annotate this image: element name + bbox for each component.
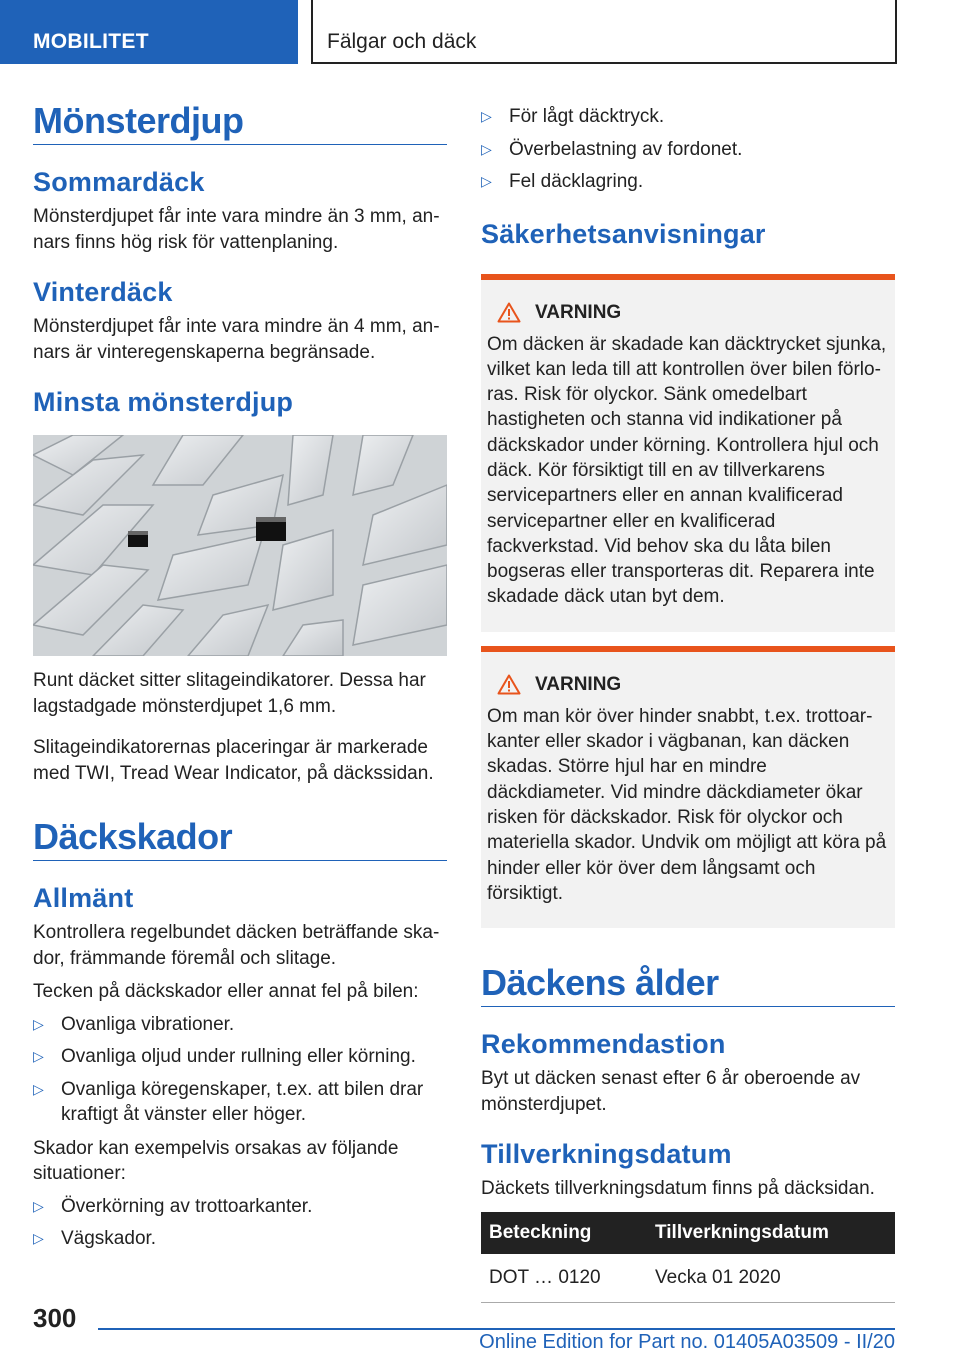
list-item: ▷ Överbelastning av fordonet. <box>481 137 895 163</box>
text-causes-intro: Skador kan exempelvis orsakas av följande situationer: <box>33 1137 399 1184</box>
text-sommardack: Mönsterdjupet får inte vara mindre än 3 mm, annars finns hög risk för vattenplaning. <box>33 206 440 253</box>
left-column <box>33 100 447 1252</box>
text-minsta-1: Runt däcket sitter slitageindikatorer. Dessa har lagstadgade mönsterdjupet 1,6 mm. <box>33 670 426 717</box>
warning-triangle-icon <box>497 302 521 323</box>
text-tillverkningsdatum: Däckets tillverkningsdatum finns på däcksidan. <box>481 1178 875 1200</box>
warning-title-1 <box>497 302 887 324</box>
footer-divider <box>98 1328 895 1330</box>
list-damage-signs <box>33 1012 447 1128</box>
list-item: ▷ Fel däcklagring. <box>481 169 895 195</box>
text-allmant-1: Kontrollera regelbundet däcken beträffande skador, främmande föremål och slitage. <box>33 922 440 969</box>
page-number: 300 <box>33 1303 77 1333</box>
table-header-row <box>481 1212 895 1254</box>
manufacture-date-table <box>481 1212 895 1303</box>
list-item: ▷ Ovanliga vibrationer. <box>33 1012 447 1038</box>
heading-vinterdack: Vinterdäck <box>33 277 173 307</box>
text-rekommendation: Byt ut däcken senast efter 6 år oberoende av mönsterdjupet. <box>481 1068 861 1115</box>
heading-allmant: Allmänt <box>33 883 134 913</box>
list-item: ▷ Vägskador. <box>33 1226 447 1252</box>
right-column <box>481 100 895 1303</box>
text-vinterdack: Mönsterdjupet får inte vara mindre än 4 mm, annars är vinteregenskaperna begränsade. <box>33 316 440 363</box>
tread-wear-indicator-illustration <box>33 435 447 656</box>
heading-rekommendation: Rekommendastion <box>481 1029 726 1060</box>
warning-triangle-icon <box>497 674 521 695</box>
header-section-label: MOBILITET <box>33 30 149 53</box>
table-cell: DOT … 0120 <box>481 1254 647 1303</box>
list-item: ▷ Ovanliga köregenskaper, t.ex. att bilen drar kraftigt åt vänster eller höger. <box>33 1077 447 1128</box>
list-item: ▷ Överkörning av trottoarkanter. <box>33 1194 447 1220</box>
warning-box-2 <box>481 646 895 928</box>
warning-label-1: VARNING <box>535 301 622 323</box>
list-causes <box>33 1194 447 1252</box>
header-chapter-label: Fälgar och däck <box>327 30 477 53</box>
heading-tillverkningsdatum: Tillverkningsdatum <box>481 1139 732 1170</box>
table-header-cell: Beteckning <box>481 1212 647 1254</box>
warning-box-1 <box>481 274 895 632</box>
header-chapter-box <box>311 0 897 64</box>
heading-dackens-alder: Däckens ålder <box>481 962 895 1007</box>
list-item: ▷ För lågt däcktryck. <box>481 104 895 130</box>
heading-sommardack: Sommardäck <box>33 167 205 197</box>
table-cell: Vecka 01 2020 <box>647 1254 895 1303</box>
warning-label-2: VARNING <box>535 673 622 695</box>
heading-monsterdjup: Mönsterdjup <box>33 100 447 145</box>
heading-dackskador: Däckskador <box>33 816 447 861</box>
footer-edition: Online Edition for Part no. 01405A03509 - II/20 <box>479 1331 895 1353</box>
text-allmant-2: Tecken på däckskador eller annat fel på bilen: <box>33 981 419 1002</box>
heading-minsta-monsterdjup: Minsta mönsterdjup <box>33 387 294 417</box>
table-row <box>481 1254 895 1303</box>
header-section-tab <box>0 0 298 64</box>
table-header-cell: Tillverkningsdatum <box>647 1212 895 1254</box>
list-item: ▷ Ovanliga oljud under rullning eller körning. <box>33 1044 447 1070</box>
text-minsta-2: Slitageindikatorernas placeringar är markerade med TWI, Tread Wear Indicator, på däckssidan. <box>33 737 434 784</box>
warning-title-2 <box>497 674 887 696</box>
warning-text-2: Om man kör över hinder snabbt, t.ex. trottoarkanter eller skador i vägbanan, kan däcken skadas. Större hjul har en mindre däckdiameter. Vid mindre däckdiameter ökar risken för däckskador. Risk för olyckor och materiella skador. Undvik om möjligt att köra på hinder eller kör över dem långsamt och försiktigt. <box>487 705 887 904</box>
warning-text-1: Om däcken är skadade kan däcktrycket sjunka, vilket kan leda till att kontrollen över bilen förloras. Risk för olyckor. Sänk omedelbart hastigheten och stanna vid indikationer på däckskador under körning. Kontrollera hjul och däck. Kör försiktigt till en av tillverkarens servicepartners eller en annan kvalificerad servicepartner eller en kvalificerad fackverkstad. Vid behov ska du låta bilen bogseras eller transporteras dit. Reparera inte skadade däck utan byt dem. <box>487 333 887 608</box>
heading-sakerhetsanvisningar: Säkerhetsanvisningar <box>481 218 766 249</box>
list-causes-continued <box>481 104 895 195</box>
